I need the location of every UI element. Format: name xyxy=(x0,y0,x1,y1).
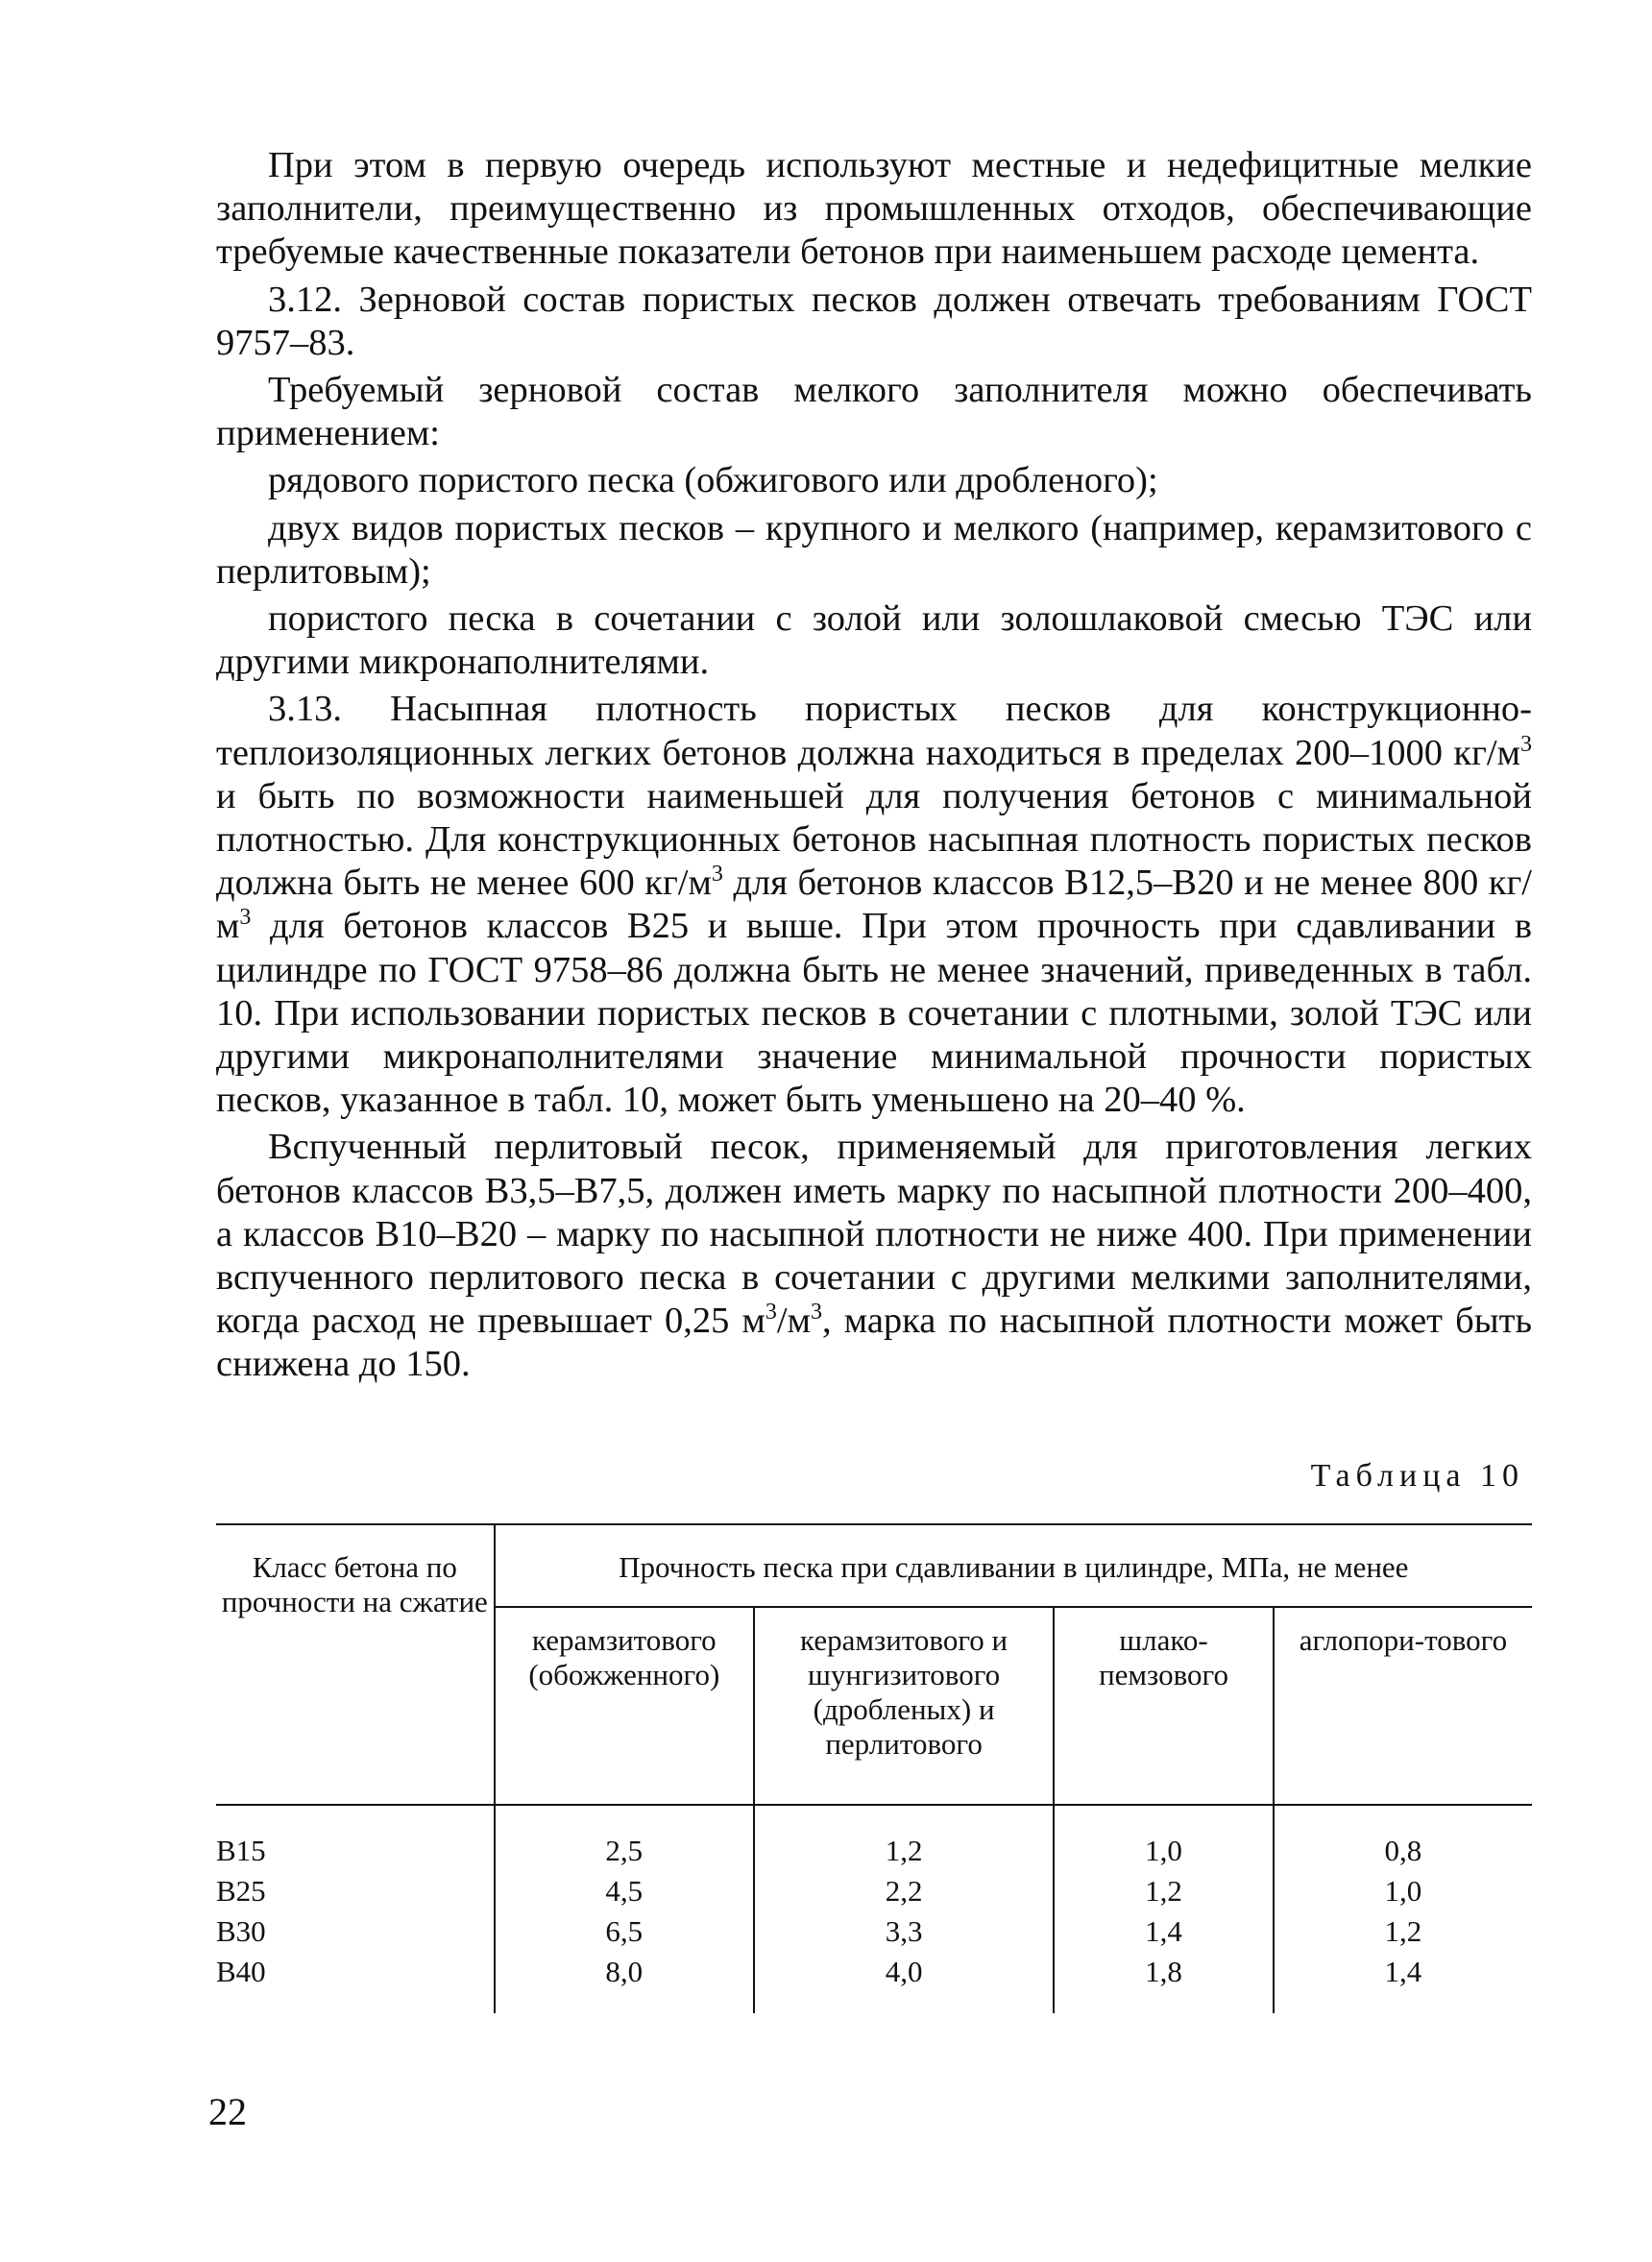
superscript: 3 xyxy=(1520,731,1532,757)
paragraph-text: Вспученный перлитовый песок, применяемый для приготовления легких бетонов классов В3,5–В7,5, должен иметь марку по насыпной плотности 200–400, а классов В10–В20 – марку по насыпной плотности не ниже 400. При применении вспученного перлитового песка в сочетании с другими мелкими заполнителями, когда расход не превышает 0,25 м xyxy=(216,1127,1532,1342)
paragraph xyxy=(216,1126,1532,1386)
column-header-agloporite: аглопори-тового xyxy=(1274,1607,1532,1805)
table-row xyxy=(216,1871,1532,1911)
row-class: В30 xyxy=(216,1911,495,1952)
table-cell: 1,2 xyxy=(754,1805,1054,1871)
table-row xyxy=(216,1952,1532,2013)
table-cell: 6,5 xyxy=(495,1911,754,1952)
column-header-slag-pumice: шлако-пемзового xyxy=(1054,1607,1274,1805)
paragraph xyxy=(216,279,1532,365)
table-cell: 8,0 xyxy=(495,1952,754,2013)
column-header-keramzit-fired: керамзитового (обожженного) xyxy=(495,1607,754,1805)
table-row xyxy=(216,1805,1532,1871)
class-header: Класс бетона по прочности на сжатие xyxy=(216,1524,495,1805)
paragraph-text: 3.13. Насыпная плотность пористых песков для конструкционно-теплоизоляционных легких бетонов должна находиться в пределах 200–1000 кг/м xyxy=(216,689,1532,773)
paragraph xyxy=(216,597,1532,684)
table-cell: 1,0 xyxy=(1054,1805,1274,1871)
paragraph-text: пористого песка в сочетании с золой или золошлаковой смесью ТЭС или другими микронаполнителями. xyxy=(216,598,1532,683)
table-caption: Таблица 10 xyxy=(1310,1457,1524,1494)
paragraph-text: /м xyxy=(776,1301,811,1342)
paragraph-text: , марка по насыпной плотности может быть снижена до 150. xyxy=(216,1301,1533,1385)
table-cell: 2,5 xyxy=(495,1805,754,1871)
table-cell: 4,0 xyxy=(754,1952,1054,2013)
paragraph-text: для бетонов классов В25 и выше. При этом прочность при сдавливании в цилиндре по ГОСТ 9758–86 должна быть не менее значений, приведенных в табл. 10. При использовании пористых песков в сочетании с плотными, золой ТЭС или другими микронаполнителями значение минимальной прочности пористых песков, указанное в табл. 10, может быть уменьшено на 20–40 %. xyxy=(216,906,1532,1121)
table-cell: 2,2 xyxy=(754,1871,1054,1911)
table-cell: 3,3 xyxy=(754,1911,1054,1952)
superscript: 3 xyxy=(239,905,252,931)
table-cell: 1,4 xyxy=(1384,1954,1422,1988)
table-cell: 1,8 xyxy=(1054,1952,1274,2013)
paragraph-text: 3.12. Зерновой состав пористых песков должен отвечать требованиям ГОСТ 9757–83. xyxy=(216,279,1532,363)
table-10 xyxy=(216,1523,1532,2013)
table-row xyxy=(216,1911,1532,1952)
table-cell: 1,0 xyxy=(1384,1873,1422,1908)
paragraph xyxy=(216,507,1532,594)
strength-group-header: Прочность песка при сдавливании в цилиндре, МПа, не менее xyxy=(495,1524,1532,1607)
document-page xyxy=(216,144,1532,2013)
row-class: В40 xyxy=(216,1952,495,2013)
row-class: В25 xyxy=(216,1871,495,1911)
paragraph-text: для бетонов классов В12,5–В20 и не менее 800 кг/м xyxy=(216,863,1533,947)
paragraph xyxy=(216,459,1532,502)
table-cell: 4,5 xyxy=(495,1871,754,1911)
body-text xyxy=(216,144,1532,1387)
superscript: 3 xyxy=(711,862,723,888)
paragraph-text: Требуемый зерновой состав мелкого заполнителя можно обеспечивать применением: xyxy=(216,370,1532,454)
paragraph-text: рядового пористого песка (обжигового или дробленого); xyxy=(268,460,1158,501)
table-cell: 0,8 xyxy=(1384,1833,1422,1867)
paragraph xyxy=(216,688,1532,1122)
superscript: 3 xyxy=(765,1300,777,1326)
superscript: 3 xyxy=(810,1300,822,1326)
paragraph-text: При этом в первую очередь используют местные и недефицитные мелкие заполнители, преимущественно из промышленных отходов, обеспечивающие требуемые качественные показатели бетонов при наименьшем расходе цемента. xyxy=(216,145,1532,273)
table-cell: 1,2 xyxy=(1384,1913,1422,1948)
column-header-keramzit-crushed: керамзитового и шунгизитового (дробленых) и перлитового xyxy=(754,1607,1054,1805)
paragraph xyxy=(216,369,1532,455)
paragraph-text: двух видов пористых песков – крупного и мелкого (например, керамзитового с перлитовым); xyxy=(216,507,1532,592)
page-number: 22 xyxy=(208,2090,247,2133)
table-cell: 1,2 xyxy=(1054,1871,1274,1911)
table-cell: 1,4 xyxy=(1054,1911,1274,1952)
row-class: В15 xyxy=(216,1805,495,1871)
paragraph-text: и быть по возможности наименьшей для получения бетонов с минимальной плотностью. Для конструкционных бетонов насыпная плотность пористых песков должна быть не менее 600 кг/м xyxy=(216,775,1532,904)
paragraph xyxy=(216,144,1532,275)
